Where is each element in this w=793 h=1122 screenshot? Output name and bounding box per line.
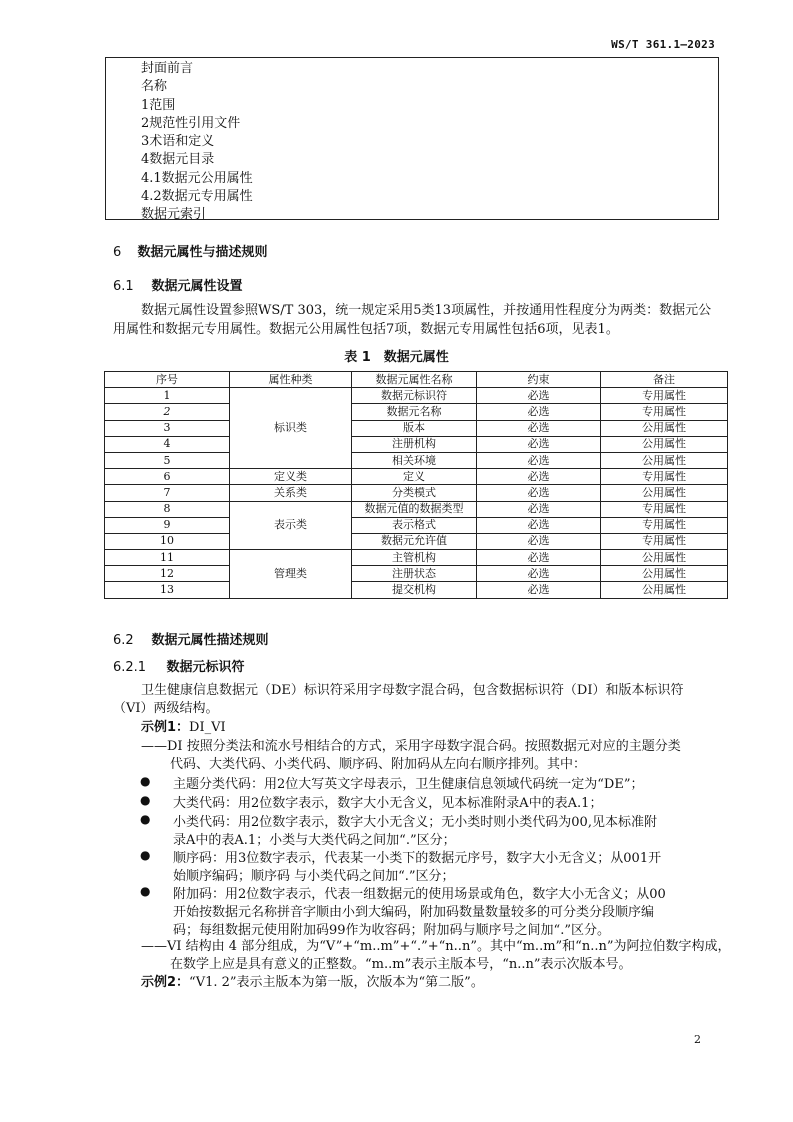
cell: 公用属性 xyxy=(601,420,728,436)
toc-item: 3术语和定义 xyxy=(141,134,215,150)
category-cell: 标识类 xyxy=(230,388,352,469)
section-title: 数据元属性与描述规则 xyxy=(137,245,268,260)
cell: 公用属性 xyxy=(601,452,728,468)
toc-item: 封面前言 xyxy=(141,61,194,76)
table-row xyxy=(105,469,728,485)
table-row xyxy=(105,388,728,404)
cell: 12 xyxy=(105,566,230,582)
category-cell: 表示类 xyxy=(230,501,352,550)
cell: 版本 xyxy=(352,420,477,436)
cell: 必选 xyxy=(477,485,601,501)
toc-item: 4.1数据元公用属性 xyxy=(141,170,253,186)
table-row xyxy=(105,404,728,420)
cell: 数据元允许值 xyxy=(352,533,477,549)
toc-item: 4数据元目录 xyxy=(141,152,215,168)
cell: 2 xyxy=(105,404,230,420)
paragraph-line: （VI）两级结构。 xyxy=(113,701,219,716)
table-row xyxy=(105,550,728,566)
example-value: “V1. 2”表示主版本为第一版，次版本为“第二版”。 xyxy=(189,975,484,990)
table-row xyxy=(105,436,728,452)
bullet-text: 附加码：用2位数字表示，代表一组数据元的使用场景或角色，数字大小无含义；从00 xyxy=(173,887,666,902)
table-row xyxy=(105,420,728,436)
vi-description-line: 在数学上应是具有意义的正整数。“m..m”表示主版本号，“n..n”表示次版本号。 xyxy=(170,957,632,972)
cell: 11 xyxy=(105,550,230,566)
di-description-line: ——DI 按照分类法和流水号相结合的方式，采用字母数字混合码。按照数据元对应的主题分类 xyxy=(141,739,681,754)
cell: 数据元值的数据类型 xyxy=(352,501,477,517)
cell: 分类模式 xyxy=(352,485,477,501)
bullet-icon: ● xyxy=(140,884,151,898)
cell: 必选 xyxy=(477,517,601,533)
bullet-text: 大类代码：用2位数字表示，数字大小无含义，见本标准附录A中的表A.1； xyxy=(173,796,603,811)
cell: 公用属性 xyxy=(601,566,728,582)
cell: 定义 xyxy=(352,469,477,485)
bullet-icon: ● xyxy=(140,848,151,862)
table-row xyxy=(105,566,728,582)
toc-item: 数据元索引 xyxy=(141,207,207,223)
cell: 必选 xyxy=(477,582,601,598)
cell: 专用属性 xyxy=(601,517,728,533)
section-title: 数据元属性描述规则 xyxy=(151,633,269,648)
cell: 注册机构 xyxy=(352,436,477,452)
bullet-icon: ● xyxy=(140,793,151,807)
category-cell: 关系类 xyxy=(230,485,352,501)
cell: 必选 xyxy=(477,550,601,566)
cell: 专用属性 xyxy=(601,533,728,549)
toc-item: 名称 xyxy=(141,79,168,95)
cell: 数据元标识符 xyxy=(352,388,477,404)
cell: 4 xyxy=(105,436,230,452)
table-row xyxy=(105,501,728,517)
cell: 数据元名称 xyxy=(352,404,477,420)
section-number: 6.2 xyxy=(113,633,134,648)
table-row xyxy=(105,517,728,533)
toc-item: 1范围 xyxy=(141,97,176,113)
cell: 7 xyxy=(105,485,230,501)
cell: 10 xyxy=(105,533,230,549)
bullet-icon: ● xyxy=(140,812,151,826)
table-row xyxy=(105,533,728,549)
cell: 必选 xyxy=(477,420,601,436)
cell: 公用属性 xyxy=(601,485,728,501)
cell: 专用属性 xyxy=(601,404,728,420)
section-title: 数据元标识符 xyxy=(166,660,245,675)
cell: 必选 xyxy=(477,388,601,404)
toc-box xyxy=(105,57,719,223)
cell: 6 xyxy=(105,469,230,485)
header-cell: 数据元属性名称 xyxy=(352,372,477,388)
bullet-text: 主题分类代码：用2位大写英文字母表示，卫生健康信息领域代码统一定为“DE”； xyxy=(173,777,644,792)
section-number: 6.1 xyxy=(113,279,134,294)
cell: 专用属性 xyxy=(601,388,728,404)
bullet-text: 顺序码：用3位数字表示，代表某一小类下的数据元序号，数字大小无含义；从001开 xyxy=(173,851,662,866)
cell: 必选 xyxy=(477,452,601,468)
cell: 相关环境 xyxy=(352,452,477,468)
cell: 8 xyxy=(105,501,230,517)
example-2 xyxy=(141,973,484,992)
di-description-line: 代码、大类代码、小类代码、顺序码、附加码从左向右顺序排列。其中： xyxy=(170,757,587,772)
bullet-text: 小类代码：用2位数字表示，数字大小无含义；无小类时则小类代码为00,见本标准附 xyxy=(173,815,657,830)
cell: 9 xyxy=(105,517,230,533)
section-6-2-heading xyxy=(113,629,269,648)
section-title: 数据元属性设置 xyxy=(151,279,243,294)
example-label: 示例2： xyxy=(141,975,190,990)
cell: 必选 xyxy=(477,501,601,517)
cell: 必选 xyxy=(477,533,601,549)
paragraph-6-1: 数据元属性设置参照WS/T 303，统一规定采用5类13项属性，并按通用性程度分为两类：数据元公用属性和数据元专用属性。数据元公用属性包括7项，数据元专用属性包括6项，见表1。 xyxy=(113,303,712,337)
cell: 必选 xyxy=(477,469,601,485)
toc-item: 4.2数据元专用属性 xyxy=(141,189,253,205)
header-cell: 备注 xyxy=(601,372,728,388)
cell: 专用属性 xyxy=(601,501,728,517)
cell: 5 xyxy=(105,452,230,468)
cell: 主管机构 xyxy=(352,550,477,566)
document-code-header: WS/T 361.1—2023 xyxy=(611,38,715,51)
example-label: 示例1： xyxy=(141,720,190,735)
cell: 公用属性 xyxy=(601,436,728,452)
vi-description-line: ——VI 结构由 4 部分组成，为“V”+“m..m”+“.”+“n..n”。其中“m..m”和“n..n”为阿拉伯数字构成， xyxy=(141,939,731,954)
section-6-1-heading xyxy=(113,275,243,294)
cell: 提交机构 xyxy=(352,582,477,598)
section-6-2-1-heading xyxy=(113,656,245,675)
cell: 公用属性 xyxy=(601,550,728,566)
bullet-text: 码；每组数据元使用附加码99作为收容码；附加码与顺序号之间加“.”区分。 xyxy=(173,923,610,938)
section-number: 6 xyxy=(113,245,122,260)
example-1 xyxy=(141,718,226,737)
attribute-table xyxy=(104,371,728,599)
cell: 必选 xyxy=(477,566,601,582)
category-cell: 管理类 xyxy=(230,550,352,599)
cell: 注册状态 xyxy=(352,566,477,582)
header-cell: 序号 xyxy=(105,372,230,388)
cell: 专用属性 xyxy=(601,469,728,485)
paragraph-line: 卫生健康信息数据元（DE）标识符采用字母数字混合码，包含数据标识符（DI）和版本标识符 xyxy=(141,683,684,698)
table-row xyxy=(105,452,728,468)
table-header-row xyxy=(105,372,728,388)
header-cell: 属性种类 xyxy=(230,372,352,388)
example-value: DI_VI xyxy=(189,720,226,735)
cell: 13 xyxy=(105,582,230,598)
bullet-text: 录A中的表A.1；小类与大类代码之间加“.”区分； xyxy=(173,833,456,848)
table-row xyxy=(105,582,728,598)
cell: 公用属性 xyxy=(601,582,728,598)
bullet-text: 开始按数据元名称拼音字顺由小到大编码，附加码数量数量较多的可分类分段顺序编 xyxy=(173,905,655,920)
cell: 1 xyxy=(105,388,230,404)
cell: 3 xyxy=(105,420,230,436)
cell: 必选 xyxy=(477,404,601,420)
cell: 必选 xyxy=(477,436,601,452)
table-row xyxy=(105,485,728,501)
section-number: 6.2.1 xyxy=(113,660,147,675)
header-cell: 约束 xyxy=(477,372,601,388)
table-caption: 表 1 数据元属性 xyxy=(344,350,449,365)
section-6-heading xyxy=(113,241,268,260)
category-cell: 定义类 xyxy=(230,469,352,485)
cell: 表示格式 xyxy=(352,517,477,533)
toc-item: 2规范性引用文件 xyxy=(141,115,241,131)
bullet-text: 始顺序编码；顺序码 与小类代码之间加“.”区分； xyxy=(173,869,455,884)
page-number: 2 xyxy=(694,1033,701,1046)
bullet-icon: ● xyxy=(140,774,151,788)
